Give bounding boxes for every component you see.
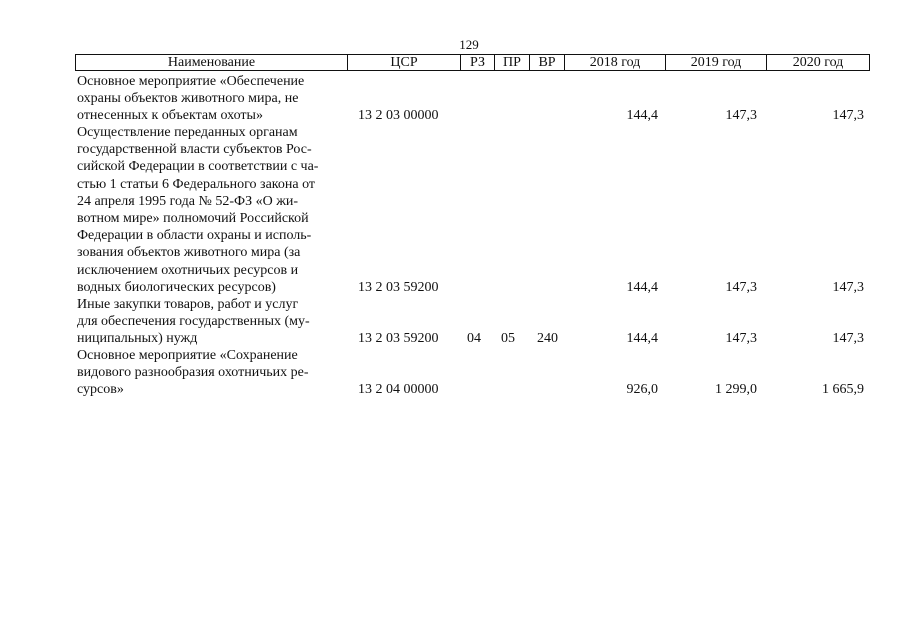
row-name-line: видового разнообразия охотничьих ре- (77, 365, 309, 381)
row-2018: 144,4 (626, 108, 658, 123)
row-csr: 13 2 03 59200 (358, 280, 439, 295)
row-name (77, 347, 347, 399)
header-csr: ЦСР (348, 55, 461, 70)
row-name-line: ниципальных) нужд (77, 331, 198, 347)
row-2020: 147,3 (832, 331, 864, 346)
row-name-line: Основное мероприятие «Обеспечение (77, 74, 305, 89)
table-header (75, 54, 870, 71)
table-row (75, 296, 870, 348)
row-name-line: для обеспечения государственных (му- (77, 314, 310, 330)
row-2018: 144,4 (626, 280, 658, 295)
row-2019: 147,3 (725, 331, 757, 346)
row-2019: 147,3 (725, 280, 757, 295)
row-name (77, 296, 347, 348)
row-name-line: вотном мире» полномочий Российской (77, 211, 309, 227)
header-2020: 2020 год (792, 55, 844, 70)
header-2018: 2018 год (565, 55, 666, 70)
row-name (77, 73, 347, 125)
row-csr: 13 2 03 59200 (358, 331, 439, 346)
table-row (75, 73, 870, 125)
table-row (75, 347, 870, 399)
row-name-line: сийской Федерации в соответствии с ча- (77, 159, 319, 175)
row-pr: 05 (501, 331, 515, 346)
row-name-line: сурсов» (77, 382, 124, 398)
row-name-line: водных биологических ресурсов) (77, 279, 276, 295)
row-name-line: стью 1 статьи 6 Федерального закона от (77, 176, 316, 192)
header-rz: РЗ (461, 55, 495, 70)
row-name-line: 24 апреля 1995 года № 52-ФЗ «О жи- (77, 193, 299, 209)
row-name-line: Федерации в области охраны и исполь- (77, 228, 312, 244)
header-2019: 2019 год (666, 55, 767, 70)
row-name-line: государственной власти субъектов Рос- (77, 142, 312, 158)
header-vr: ВР (530, 55, 565, 70)
row-name (77, 124, 347, 296)
row-name-line: Основное мероприятие «Сохранение (77, 348, 298, 363)
row-name-line: зования объектов животного мира (за (77, 245, 301, 261)
row-csr: 13 2 03 00000 (358, 108, 439, 123)
row-rz: 04 (467, 331, 481, 346)
row-vr: 240 (537, 331, 558, 346)
row-2020: 1 665,9 (822, 382, 864, 397)
row-2019: 1 299,0 (715, 382, 757, 397)
row-name-line: отнесенных к объектам охоты» (77, 108, 263, 124)
header-name: Наименование (76, 55, 348, 70)
table-row (75, 124, 870, 296)
page-number: 129 (459, 37, 479, 52)
row-name-line: исключением охотничьих ресурсов и (77, 262, 299, 278)
row-csr: 13 2 04 00000 (358, 382, 439, 397)
row-2018: 926,0 (626, 382, 658, 397)
row-name-line: охраны объектов животного мира, не (77, 91, 299, 107)
row-2019: 147,3 (725, 108, 757, 123)
header-pr: ПР (495, 55, 530, 70)
row-name-line: Иные закупки товаров, работ и услуг (77, 297, 299, 312)
row-name-line: Осуществление переданных органам (77, 125, 298, 140)
row-2018: 144,4 (626, 331, 658, 346)
row-2020: 147,3 (832, 280, 864, 295)
row-2020: 147,3 (832, 108, 864, 123)
